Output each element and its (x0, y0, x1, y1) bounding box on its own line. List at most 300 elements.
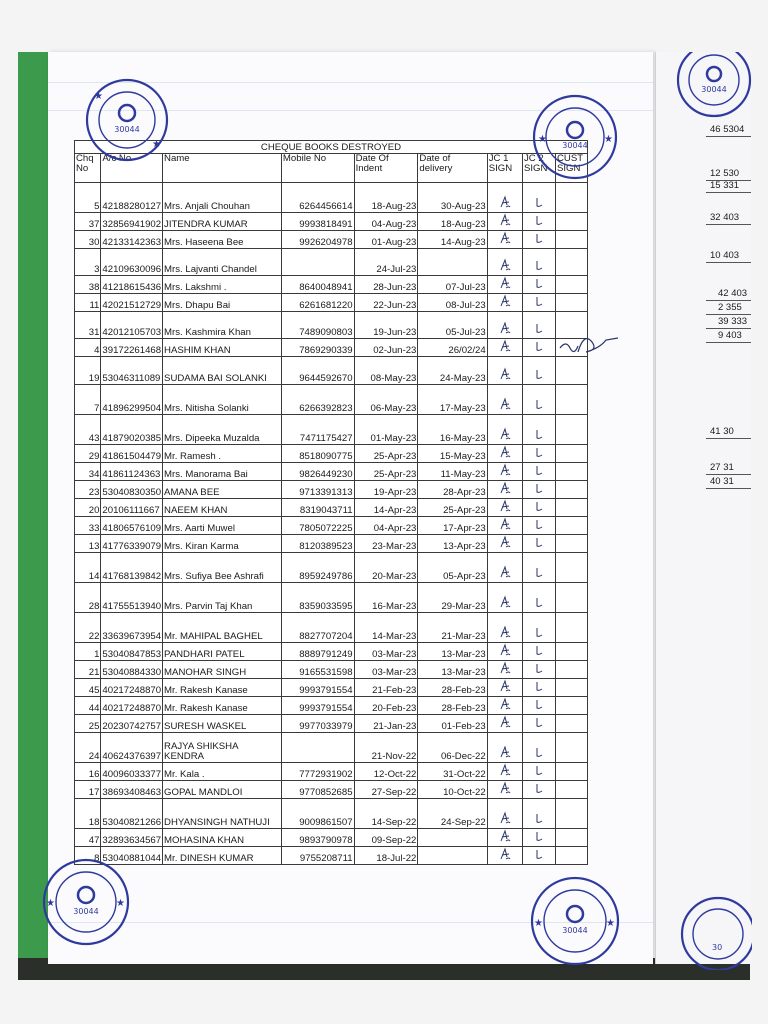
mobile-number-cell: 6264456614 (281, 183, 354, 213)
customer-name-cell: Mrs. Lakshmi . (163, 276, 282, 294)
table-row (75, 781, 588, 799)
initial-mark (533, 258, 545, 272)
svg-text:30044: 30044 (562, 141, 588, 150)
delivery-date-cell: 25-Apr-23 (418, 499, 487, 517)
initial-mark (533, 276, 545, 290)
jc2-signature-cell (522, 583, 555, 613)
indent-date-cell: 22-Jun-23 (354, 294, 418, 312)
table-row (75, 339, 588, 357)
initial-mark (533, 565, 545, 579)
delivery-date-cell: 07-Jul-23 (418, 276, 487, 294)
customer-name-cell: Mr. Kala . (163, 763, 282, 781)
delivery-date-cell: 13-Mar-23 (418, 661, 487, 679)
side-table-line (706, 328, 751, 329)
side-page-number: 39 333 (718, 316, 748, 327)
table-row (75, 499, 588, 517)
jc2-signature-cell (522, 499, 555, 517)
jc2-signature-cell (522, 535, 555, 553)
customer-signature-cell (555, 847, 587, 865)
customer-name-cell: Mrs. Dhapu Bai (163, 294, 282, 312)
table-row (75, 829, 588, 847)
cheque-count-cell: 22 (75, 613, 101, 643)
side-page-number: 10 403 (710, 250, 740, 261)
mobile-number-cell: 9826449230 (281, 463, 354, 481)
jc2-signature-cell (522, 763, 555, 781)
mobile-number-cell: 9713391313 (281, 481, 354, 499)
side-table-line (706, 314, 751, 315)
signature-mark (499, 829, 511, 843)
delivery-date-cell (418, 829, 487, 847)
table-row (75, 799, 588, 829)
jc1-signature-cell (487, 613, 522, 643)
initial-mark (533, 595, 545, 609)
cheque-count-cell: 14 (75, 553, 101, 583)
initial-mark (533, 643, 545, 657)
jc2-signature-cell (522, 463, 555, 481)
customer-signature-cell (555, 499, 587, 517)
jc2-signature-cell (522, 445, 555, 463)
table-row (75, 357, 588, 385)
svg-text:★: ★ (538, 134, 547, 145)
svg-text:★: ★ (604, 134, 613, 145)
indent-date-cell: 12-Oct-22 (354, 763, 418, 781)
initial-mark (533, 445, 545, 459)
mobile-number-cell: 9993791554 (281, 697, 354, 715)
account-number-cell: 41218615436 (101, 276, 163, 294)
initial-mark (533, 829, 545, 843)
cheque-count-cell: 29 (75, 445, 101, 463)
customer-name-cell: Mrs. Parvin Taj Khan (163, 583, 282, 613)
signature-mark (499, 339, 511, 353)
customer-name-cell: Mr. Ramesh . (163, 445, 282, 463)
signature-mark (499, 781, 511, 795)
jc2-signature-cell (522, 312, 555, 339)
side-table-line (706, 224, 751, 225)
side-page-number: 9 403 (718, 330, 742, 341)
jc1-signature-cell (487, 499, 522, 517)
delivery-date-cell: 15-May-23 (418, 445, 487, 463)
cheque-count-cell: 44 (75, 697, 101, 715)
customer-name-cell: SUDAMA BAI SOLANKI (163, 357, 282, 385)
cheque-count-cell: 3 (75, 249, 101, 276)
mobile-number-cell: 9993818491 (281, 213, 354, 231)
jc1-signature-cell (487, 445, 522, 463)
table-body (75, 183, 588, 865)
jc1-signature-cell (487, 829, 522, 847)
indent-date-cell: 21-Jan-23 (354, 715, 418, 733)
account-number-cell: 32893634567 (101, 829, 163, 847)
customer-name-cell: Mr. DINESH KUMAR (163, 847, 282, 865)
customer-signature-cell (555, 463, 587, 481)
cheque-count-cell: 21 (75, 661, 101, 679)
initial-mark (533, 697, 545, 711)
cheque-count-cell: 1 (75, 643, 101, 661)
svg-text:30: 30 (712, 943, 723, 952)
signature-mark (499, 595, 511, 609)
delivery-date-cell: 26/02/24 (418, 339, 487, 357)
mobile-number-cell: 9770852685 (281, 781, 354, 799)
mobile-number-cell: 8959249786 (281, 553, 354, 583)
signature-mark (499, 811, 511, 825)
indent-date-cell: 02-Jun-23 (354, 339, 418, 357)
indent-date-cell: 03-Mar-23 (354, 661, 418, 679)
account-number-cell: 53040821266 (101, 799, 163, 829)
customer-name-cell: NAEEM KHAN (163, 499, 282, 517)
delivery-date-cell: 24-May-23 (418, 357, 487, 385)
signature-mark (499, 763, 511, 777)
table-row (75, 697, 588, 715)
jc2-signature-cell (522, 643, 555, 661)
delivery-date-cell: 21-Mar-23 (418, 613, 487, 643)
initial-mark (533, 463, 545, 477)
account-number-cell: 41755513940 (101, 583, 163, 613)
indent-date-cell: 24-Jul-23 (354, 249, 418, 276)
handwritten-initials-annotation (556, 326, 636, 360)
customer-name-cell: DHYANSINGH NATHUJI (163, 799, 282, 829)
jc2-signature-cell (522, 829, 555, 847)
customer-name-cell: HASHIM KHAN (163, 339, 282, 357)
jc1-signature-cell (487, 733, 522, 763)
jc1-signature-cell (487, 763, 522, 781)
delivery-date-cell: 13-Apr-23 (418, 535, 487, 553)
customer-signature-cell (555, 799, 587, 829)
customer-signature-cell (555, 357, 587, 385)
indent-date-cell: 20-Mar-23 (354, 553, 418, 583)
side-page-number: 46 5304 (710, 124, 745, 135)
account-number-cell: 42012105703 (101, 312, 163, 339)
cheque-count-cell: 8 (75, 847, 101, 865)
signature-mark (499, 397, 511, 411)
customer-signature-cell (555, 697, 587, 715)
side-table-line (706, 438, 751, 439)
side-page-number: 32 403 (710, 212, 740, 223)
indent-date-cell: 14-Apr-23 (354, 499, 418, 517)
adjacent-page-numbers (656, 52, 751, 964)
signature-mark (499, 643, 511, 657)
account-number-cell: 42188280127 (101, 183, 163, 213)
customer-signature-cell (555, 231, 587, 249)
column-header: Date Of Indent (354, 154, 418, 183)
delivery-date-cell: 17-Apr-23 (418, 517, 487, 535)
initial-mark (533, 811, 545, 825)
table-row (75, 415, 588, 445)
customer-signature-cell (555, 553, 587, 583)
jc1-signature-cell (487, 679, 522, 697)
side-table-line (706, 474, 751, 475)
customer-signature-cell (555, 583, 587, 613)
side-page-number: 27 31 (710, 462, 734, 473)
svg-text:★: ★ (94, 91, 103, 102)
svg-text:★: ★ (46, 898, 55, 909)
jc2-signature-cell (522, 733, 555, 763)
account-number-cell: 41768139842 (101, 553, 163, 583)
signature-mark (499, 745, 511, 759)
initial-mark (533, 499, 545, 513)
indent-date-cell: 08-May-23 (354, 357, 418, 385)
indent-date-cell: 27-Sep-22 (354, 781, 418, 799)
delivery-date-cell: 17-May-23 (418, 385, 487, 415)
signature-mark (499, 213, 511, 227)
mobile-number-cell: 8518090775 (281, 445, 354, 463)
indent-date-cell: 21-Nov-22 (354, 733, 418, 763)
cheque-count-cell: 19 (75, 357, 101, 385)
cheque-count-cell: 16 (75, 763, 101, 781)
jc2-signature-cell (522, 294, 555, 312)
cheque-count-cell: 4 (75, 339, 101, 357)
indent-date-cell: 04-Aug-23 (354, 213, 418, 231)
jc1-signature-cell (487, 213, 522, 231)
customer-signature-cell (555, 445, 587, 463)
indent-date-cell: 18-Aug-23 (354, 183, 418, 213)
jc1-signature-cell (487, 357, 522, 385)
svg-text:30044: 30044 (701, 85, 727, 94)
customer-signature-cell (555, 715, 587, 733)
account-number-cell: 42021512729 (101, 294, 163, 312)
customer-name-cell: Mrs. Manorama Bai (163, 463, 282, 481)
customer-signature-cell (555, 613, 587, 643)
cheque-count-cell: 37 (75, 213, 101, 231)
account-number-cell: 41861124363 (101, 463, 163, 481)
account-number-cell: 40217248870 (101, 697, 163, 715)
cheque-count-cell: 13 (75, 535, 101, 553)
jc1-signature-cell (487, 415, 522, 445)
table-row (75, 535, 588, 553)
jc1-signature-cell (487, 294, 522, 312)
cheque-count-cell: 38 (75, 276, 101, 294)
jc2-signature-cell (522, 183, 555, 213)
customer-signature-cell (555, 535, 587, 553)
mobile-number-cell: 8889791249 (281, 643, 354, 661)
mobile-number-cell: 7471175427 (281, 415, 354, 445)
mobile-number-cell: 7772931902 (281, 763, 354, 781)
account-number-cell: 41896299504 (101, 385, 163, 415)
jc2-signature-cell (522, 679, 555, 697)
table-row (75, 213, 588, 231)
customer-name-cell: MANOHAR SINGH (163, 661, 282, 679)
table-row (75, 385, 588, 415)
initial-mark (533, 195, 545, 209)
bank-seal-stamp-side-bottom (676, 892, 752, 970)
account-number-cell: 41879020385 (101, 415, 163, 445)
jc1-signature-cell (487, 385, 522, 415)
delivery-date-cell: 29-Mar-23 (418, 583, 487, 613)
customer-signature-cell (555, 276, 587, 294)
initial-mark (533, 535, 545, 549)
initial-mark (533, 339, 545, 353)
initial-mark (533, 481, 545, 495)
indent-date-cell: 28-Jun-23 (354, 276, 418, 294)
mobile-number-cell: 9926204978 (281, 231, 354, 249)
delivery-date-cell: 31-Oct-22 (418, 763, 487, 781)
bank-seal-stamp-side-top (672, 52, 752, 124)
customer-name-cell: GOPAL MANDLOI (163, 781, 282, 799)
customer-name-cell: Mrs. Haseena Bee (163, 231, 282, 249)
indent-date-cell: 16-Mar-23 (354, 583, 418, 613)
jc1-signature-cell (487, 463, 522, 481)
mobile-number-cell: 9009861507 (281, 799, 354, 829)
cheque-count-cell: 7 (75, 385, 101, 415)
table-row (75, 583, 588, 613)
table-row (75, 276, 588, 294)
side-table-line (706, 300, 751, 301)
jc2-signature-cell (522, 231, 555, 249)
customer-name-cell: Mrs. Dipeeka Muzalda (163, 415, 282, 445)
signature-mark (499, 517, 511, 531)
delivery-date-cell: 13-Mar-23 (418, 643, 487, 661)
customer-signature-cell (555, 763, 587, 781)
signature-mark (499, 427, 511, 441)
signature-mark (499, 625, 511, 639)
jc2-signature-cell (522, 213, 555, 231)
signature-mark (499, 258, 511, 272)
jc2-signature-cell (522, 357, 555, 385)
customer-name-cell: MOHASINA KHAN (163, 829, 282, 847)
cheque-count-cell: 43 (75, 415, 101, 445)
column-header: A/c No (101, 154, 163, 183)
customer-signature-cell (555, 829, 587, 847)
account-number-cell: 40096033377 (101, 763, 163, 781)
delivery-date-cell: 28-Apr-23 (418, 481, 487, 499)
delivery-date-cell: 06-Dec-22 (418, 733, 487, 763)
signature-mark (499, 445, 511, 459)
jc1-signature-cell (487, 517, 522, 535)
column-header: Mobile No (281, 154, 354, 183)
side-table-line (706, 192, 751, 193)
delivery-date-cell: 01-Feb-23 (418, 715, 487, 733)
indent-date-cell: 19-Jun-23 (354, 312, 418, 339)
initial-mark (533, 367, 545, 381)
indent-date-cell: 06-May-23 (354, 385, 418, 415)
side-page-number: 42 403 (718, 288, 748, 299)
indent-date-cell: 19-Apr-23 (354, 481, 418, 499)
delivery-date-cell (418, 249, 487, 276)
customer-name-cell: PANDHARI PATEL (163, 643, 282, 661)
column-header: Name (163, 154, 282, 183)
table-row (75, 463, 588, 481)
customer-signature-cell (555, 249, 587, 276)
bank-seal-stamp-bottom-left (40, 856, 132, 948)
mobile-number-cell (281, 249, 354, 276)
side-page-number: 2 355 (718, 302, 742, 313)
jc1-signature-cell (487, 583, 522, 613)
table-row (75, 763, 588, 781)
account-number-cell: 32856941902 (101, 213, 163, 231)
jc2-signature-cell (522, 249, 555, 276)
customer-name-cell: Mrs. Sufiya Bee Ashrafi (163, 553, 282, 583)
cheque-count-cell: 28 (75, 583, 101, 613)
initial-mark (533, 679, 545, 693)
account-number-cell: 40624376397 (101, 733, 163, 763)
svg-text:30044: 30044 (114, 125, 140, 134)
indent-date-cell: 23-Mar-23 (354, 535, 418, 553)
side-page-number: 15 331 (710, 180, 740, 191)
customer-signature-cell (555, 781, 587, 799)
customer-name-cell: Mrs. Anjali Chouhan (163, 183, 282, 213)
delivery-date-cell: 28-Feb-23 (418, 679, 487, 697)
table-row (75, 294, 588, 312)
signature-mark (499, 195, 511, 209)
customer-signature-cell (555, 415, 587, 445)
jc1-signature-cell (487, 183, 522, 213)
cheque-count-cell: 23 (75, 481, 101, 499)
customer-name-cell: Mrs. Aarti Muwel (163, 517, 282, 535)
signature-mark (499, 679, 511, 693)
customer-signature-cell (555, 481, 587, 499)
indent-date-cell: 01-Aug-23 (354, 231, 418, 249)
initial-mark (533, 745, 545, 759)
jc2-signature-cell (522, 715, 555, 733)
customer-signature-cell (555, 183, 587, 213)
jc2-signature-cell (522, 799, 555, 829)
signature-mark (499, 231, 511, 245)
delivery-date-cell: 28-Feb-23 (418, 697, 487, 715)
mobile-number-cell: 9644592670 (281, 357, 354, 385)
indent-date-cell: 21-Feb-23 (354, 679, 418, 697)
indent-date-cell: 04-Apr-23 (354, 517, 418, 535)
jc1-signature-cell (487, 643, 522, 661)
signature-mark (499, 661, 511, 675)
table-row (75, 679, 588, 697)
delivery-date-cell: 10-Oct-22 (418, 781, 487, 799)
mobile-number-cell: 7489090803 (281, 312, 354, 339)
mobile-number-cell: 9993791554 (281, 679, 354, 697)
jc2-signature-cell (522, 385, 555, 415)
svg-text:30044: 30044 (562, 926, 588, 935)
jc1-signature-cell (487, 697, 522, 715)
account-number-cell: 53040881044 (101, 847, 163, 865)
table-row (75, 733, 588, 763)
jc2-signature-cell (522, 781, 555, 799)
account-number-cell: 20230742757 (101, 715, 163, 733)
table-row (75, 312, 588, 339)
svg-text:★: ★ (152, 139, 161, 150)
initial-mark (533, 397, 545, 411)
mobile-number-cell: 9165531598 (281, 661, 354, 679)
svg-text:★: ★ (116, 898, 125, 909)
signature-mark (499, 565, 511, 579)
delivery-date-cell: 14-Aug-23 (418, 231, 487, 249)
jc2-signature-cell (522, 553, 555, 583)
account-number-cell: 41861504479 (101, 445, 163, 463)
customer-signature-cell (555, 661, 587, 679)
jc1-signature-cell (487, 481, 522, 499)
initial-mark (533, 625, 545, 639)
cheque-count-cell: 11 (75, 294, 101, 312)
mobile-number-cell: 8827707204 (281, 613, 354, 643)
table-row (75, 715, 588, 733)
table-row (75, 613, 588, 643)
cheque-count-cell: 25 (75, 715, 101, 733)
side-table-line (706, 136, 751, 137)
cheque-count-cell: 47 (75, 829, 101, 847)
customer-name-cell: Mr. Rakesh Kanase (163, 697, 282, 715)
jc2-signature-cell (522, 276, 555, 294)
signature-mark (499, 276, 511, 290)
jc1-signature-cell (487, 799, 522, 829)
signature-mark (499, 715, 511, 729)
table-row (75, 847, 588, 865)
initial-mark (533, 517, 545, 531)
cheque-register-table (74, 140, 588, 865)
cheque-count-cell: 30 (75, 231, 101, 249)
delivery-date-cell: 18-Aug-23 (418, 213, 487, 231)
jc2-signature-cell (522, 339, 555, 357)
account-number-cell: 38693408463 (101, 781, 163, 799)
cheque-count-cell: 31 (75, 312, 101, 339)
column-header: JC 1 SIGN (487, 154, 522, 183)
initial-mark (533, 847, 545, 861)
table-row (75, 249, 588, 276)
